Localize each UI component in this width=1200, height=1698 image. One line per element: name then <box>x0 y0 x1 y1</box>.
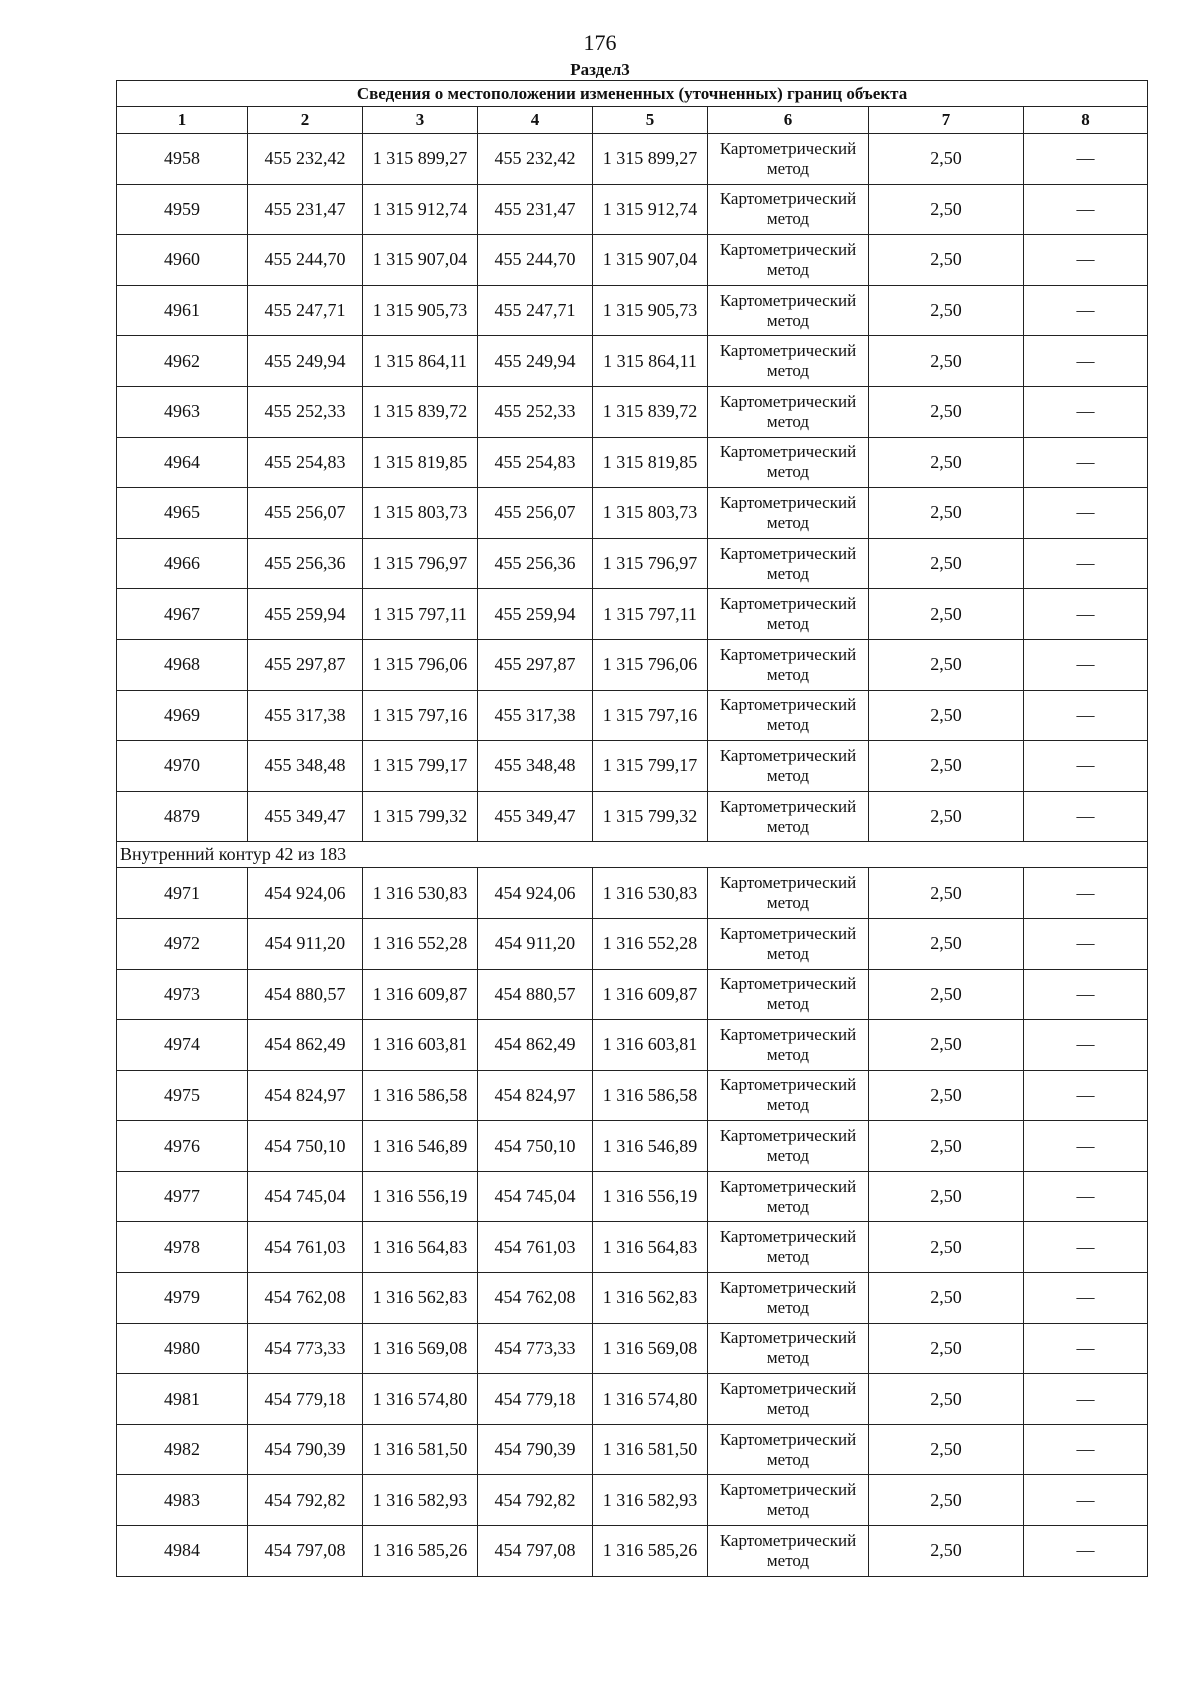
table-cell-col3: 1 316 603,81 <box>363 1020 478 1071</box>
table-cell-col5: 1 316 564,83 <box>593 1222 708 1273</box>
table-cell-col7: 2,50 <box>869 741 1024 792</box>
table-cell-col7: 2,50 <box>869 589 1024 640</box>
table-cell-col2: 454 745,04 <box>248 1171 363 1222</box>
table-cell-col7: 2,50 <box>869 1171 1024 1222</box>
column-number-6: 6 <box>708 107 869 134</box>
table-cell-col4: 455 252,33 <box>478 386 593 437</box>
table-cell-col8: — <box>1024 1273 1148 1324</box>
table-cell-col3: 1 316 586,58 <box>363 1070 478 1121</box>
table-cell-col7: 2,50 <box>869 538 1024 589</box>
table-cell-col7: 2,50 <box>869 1070 1024 1121</box>
table-row <box>117 791 1148 842</box>
table-cell-col3: 1 315 905,73 <box>363 285 478 336</box>
table-cell-col8: — <box>1024 589 1148 640</box>
table-cell-col5: 1 316 574,80 <box>593 1374 708 1425</box>
table-cell-col6: Картометрический метод <box>708 1526 869 1577</box>
table-row <box>117 1475 1148 1526</box>
table-cell-col8: — <box>1024 437 1148 488</box>
table-cell-col2: 454 773,33 <box>248 1323 363 1374</box>
table-row <box>117 868 1148 919</box>
table-cell-col5: 1 315 907,04 <box>593 235 708 286</box>
table-cell-col6: Картометрический метод <box>708 184 869 235</box>
table-cell-col6: Картометрический метод <box>708 1070 869 1121</box>
table-cell-col7: 2,50 <box>869 1424 1024 1475</box>
table-cell-col5: 1 315 899,27 <box>593 134 708 185</box>
table-row <box>117 639 1148 690</box>
table-cell-col7: 2,50 <box>869 386 1024 437</box>
table-cell-col3: 1 315 907,04 <box>363 235 478 286</box>
table-cell-col4: 455 256,07 <box>478 488 593 539</box>
table-cell-col5: 1 315 864,11 <box>593 336 708 387</box>
table-cell-col5: 1 316 609,87 <box>593 969 708 1020</box>
table-cell-col6: Картометрический метод <box>708 1222 869 1273</box>
table-cell-col6: Картометрический метод <box>708 134 869 185</box>
table-cell-col8: — <box>1024 285 1148 336</box>
table-cell-col2: 454 779,18 <box>248 1374 363 1425</box>
column-number-row <box>117 107 1148 134</box>
table-cell-col2: 454 797,08 <box>248 1526 363 1577</box>
table-cell-col2: 455 317,38 <box>248 690 363 741</box>
table-row <box>117 1171 1148 1222</box>
table-cell-col3: 1 316 564,83 <box>363 1222 478 1273</box>
table-cell-col4: 454 773,33 <box>478 1323 593 1374</box>
table-cell-col2: 454 824,97 <box>248 1070 363 1121</box>
column-number-1: 1 <box>117 107 248 134</box>
table-cell-col6: Картометрический метод <box>708 336 869 387</box>
table-cell-col4: 454 924,06 <box>478 868 593 919</box>
table-row <box>117 538 1148 589</box>
table-cell-col2: 454 862,49 <box>248 1020 363 1071</box>
table-row <box>117 134 1148 185</box>
contour-heading-row <box>117 842 1148 868</box>
table-row <box>117 690 1148 741</box>
table-row <box>117 589 1148 640</box>
table-cell-col5: 1 316 603,81 <box>593 1020 708 1071</box>
table-cell-col1: 4964 <box>117 437 248 488</box>
table-cell-col3: 1 316 585,26 <box>363 1526 478 1577</box>
table-cell-col8: — <box>1024 1171 1148 1222</box>
table-cell-col5: 1 316 582,93 <box>593 1475 708 1526</box>
table-cell-col7: 2,50 <box>869 1020 1024 1071</box>
table-cell-col4: 454 762,08 <box>478 1273 593 1324</box>
table-cell-col6: Картометрический метод <box>708 488 869 539</box>
table-cell-col8: — <box>1024 1374 1148 1425</box>
table-cell-col3: 1 315 803,73 <box>363 488 478 539</box>
table-cell-col4: 455 256,36 <box>478 538 593 589</box>
table-cell-col7: 2,50 <box>869 791 1024 842</box>
table-cell-col8: — <box>1024 918 1148 969</box>
table-cell-col4: 454 750,10 <box>478 1121 593 1172</box>
table-row <box>117 488 1148 539</box>
table-cell-col3: 1 315 839,72 <box>363 386 478 437</box>
column-number-2: 2 <box>248 107 363 134</box>
table-cell-col4: 454 792,82 <box>478 1475 593 1526</box>
table-cell-col5: 1 315 799,32 <box>593 791 708 842</box>
table-row <box>117 1526 1148 1577</box>
table-cell-col4: 454 880,57 <box>478 969 593 1020</box>
table-cell-col6: Картометрический метод <box>708 969 869 1020</box>
table-cell-col5: 1 315 796,97 <box>593 538 708 589</box>
table-cell-col4: 455 317,38 <box>478 690 593 741</box>
table-cell-col3: 1 315 797,16 <box>363 690 478 741</box>
table-cell-col4: 454 790,39 <box>478 1424 593 1475</box>
table-cell-col1: 4968 <box>117 639 248 690</box>
table-cell-col3: 1 315 797,11 <box>363 589 478 640</box>
table-cell-col2: 455 254,83 <box>248 437 363 488</box>
table-row <box>117 1273 1148 1324</box>
table-cell-col5: 1 316 562,83 <box>593 1273 708 1324</box>
table-cell-col6: Картометрический метод <box>708 918 869 969</box>
table-row <box>117 1121 1148 1172</box>
table-cell-col4: 454 761,03 <box>478 1222 593 1273</box>
table-row <box>117 184 1148 235</box>
table-cell-col8: — <box>1024 1070 1148 1121</box>
table-cell-col6: Картометрический метод <box>708 1323 869 1374</box>
table-cell-col3: 1 315 864,11 <box>363 336 478 387</box>
table-cell-col8: — <box>1024 1526 1148 1577</box>
table-cell-col7: 2,50 <box>869 1273 1024 1324</box>
table-cell-col7: 2,50 <box>869 1475 1024 1526</box>
column-number-3: 3 <box>363 107 478 134</box>
table-row <box>117 386 1148 437</box>
table-cell-col1: 4959 <box>117 184 248 235</box>
table-cell-col7: 2,50 <box>869 235 1024 286</box>
table-cell-col5: 1 316 585,26 <box>593 1526 708 1577</box>
table-cell-col3: 1 316 552,28 <box>363 918 478 969</box>
table-cell-col8: — <box>1024 134 1148 185</box>
table-cell-col4: 454 779,18 <box>478 1374 593 1425</box>
table-cell-col5: 1 315 819,85 <box>593 437 708 488</box>
table-cell-col6: Картометрический метод <box>708 538 869 589</box>
table-cell-col8: — <box>1024 1222 1148 1273</box>
table-cell-col8: — <box>1024 538 1148 589</box>
table-cell-col7: 2,50 <box>869 868 1024 919</box>
contour-heading: Внутренний контур 42 из 183 <box>117 842 1148 868</box>
table-cell-col8: — <box>1024 791 1148 842</box>
table-cell-col7: 2,50 <box>869 969 1024 1020</box>
table-cell-col6: Картометрический метод <box>708 1171 869 1222</box>
table-cell-col7: 2,50 <box>869 285 1024 336</box>
table-cell-col2: 455 348,48 <box>248 741 363 792</box>
table-cell-col2: 455 247,71 <box>248 285 363 336</box>
table-row <box>117 437 1148 488</box>
table-cell-col5: 1 315 912,74 <box>593 184 708 235</box>
table-cell-col8: — <box>1024 336 1148 387</box>
table-cell-col2: 454 792,82 <box>248 1475 363 1526</box>
table-cell-col3: 1 316 556,19 <box>363 1171 478 1222</box>
table-cell-col3: 1 315 796,06 <box>363 639 478 690</box>
table-cell-col6: Картометрический метод <box>708 1374 869 1425</box>
table-cell-col3: 1 315 899,27 <box>363 134 478 185</box>
table-cell-col4: 455 259,94 <box>478 589 593 640</box>
table-cell-col1: 4973 <box>117 969 248 1020</box>
table-cell-col6: Картометрический метод <box>708 791 869 842</box>
table-cell-col7: 2,50 <box>869 184 1024 235</box>
table-cell-col1: 4960 <box>117 235 248 286</box>
table-cell-col2: 454 761,03 <box>248 1222 363 1273</box>
table-cell-col2: 454 880,57 <box>248 969 363 1020</box>
table-row <box>117 741 1148 792</box>
table-cell-col2: 455 232,42 <box>248 134 363 185</box>
table-cell-col6: Картометрический метод <box>708 1020 869 1071</box>
column-number-7: 7 <box>869 107 1024 134</box>
table-cell-col5: 1 315 799,17 <box>593 741 708 792</box>
table-cell-col8: — <box>1024 1323 1148 1374</box>
table-cell-col2: 455 349,47 <box>248 791 363 842</box>
table-cell-col7: 2,50 <box>869 336 1024 387</box>
table-cell-col6: Картометрический метод <box>708 386 869 437</box>
table-cell-col5: 1 315 797,11 <box>593 589 708 640</box>
table-cell-col4: 455 244,70 <box>478 235 593 286</box>
table-cell-col8: — <box>1024 639 1148 690</box>
table-cell-col7: 2,50 <box>869 1374 1024 1425</box>
table-cell-col5: 1 316 530,83 <box>593 868 708 919</box>
table-cell-col5: 1 315 803,73 <box>593 488 708 539</box>
table-cell-col1: 4978 <box>117 1222 248 1273</box>
table-cell-col8: — <box>1024 1020 1148 1071</box>
table-body <box>117 134 1148 1577</box>
table-cell-col6: Картометрический метод <box>708 589 869 640</box>
table-cell-col2: 455 297,87 <box>248 639 363 690</box>
table-cell-col1: 4982 <box>117 1424 248 1475</box>
table-cell-col5: 1 316 552,28 <box>593 918 708 969</box>
table-cell-col2: 454 762,08 <box>248 1273 363 1324</box>
table-cell-col1: 4958 <box>117 134 248 185</box>
table-cell-col6: Картометрический метод <box>708 690 869 741</box>
table-cell-col4: 454 862,49 <box>478 1020 593 1071</box>
table-cell-col8: — <box>1024 1424 1148 1475</box>
table-cell-col8: — <box>1024 184 1148 235</box>
table-cell-col5: 1 315 839,72 <box>593 386 708 437</box>
table-cell-col1: 4971 <box>117 868 248 919</box>
table-cell-col1: 4979 <box>117 1273 248 1324</box>
table-row <box>117 336 1148 387</box>
table-cell-col3: 1 315 796,97 <box>363 538 478 589</box>
table-cell-col7: 2,50 <box>869 918 1024 969</box>
table-cell-col8: — <box>1024 386 1148 437</box>
table-cell-col7: 2,50 <box>869 1121 1024 1172</box>
table-cell-col4: 454 797,08 <box>478 1526 593 1577</box>
table-caption: Сведения о местоположении измененных (уточненных) границ объекта <box>117 81 1148 107</box>
table-cell-col6: Картометрический метод <box>708 1273 869 1324</box>
table-cell-col5: 1 316 556,19 <box>593 1171 708 1222</box>
table-cell-col5: 1 316 546,89 <box>593 1121 708 1172</box>
table-cell-col1: 4972 <box>117 918 248 969</box>
table-cell-col2: 454 911,20 <box>248 918 363 969</box>
table-cell-col7: 2,50 <box>869 1526 1024 1577</box>
coordinates-table <box>116 80 1148 1577</box>
table-cell-col6: Картометрический метод <box>708 741 869 792</box>
table-cell-col4: 455 247,71 <box>478 285 593 336</box>
table-cell-col4: 455 349,47 <box>478 791 593 842</box>
table-cell-col1: 4980 <box>117 1323 248 1374</box>
table-cell-col5: 1 315 905,73 <box>593 285 708 336</box>
table-cell-col7: 2,50 <box>869 488 1024 539</box>
table-cell-col1: 4983 <box>117 1475 248 1526</box>
table-cell-col8: — <box>1024 235 1148 286</box>
table-cell-col6: Картометрический метод <box>708 1475 869 1526</box>
table-cell-col6: Картометрический метод <box>708 437 869 488</box>
table-row <box>117 1020 1148 1071</box>
table-cell-col1: 4965 <box>117 488 248 539</box>
table-cell-col5: 1 315 796,06 <box>593 639 708 690</box>
table-cell-col4: 454 745,04 <box>478 1171 593 1222</box>
table-cell-col2: 455 231,47 <box>248 184 363 235</box>
table-cell-col1: 4879 <box>117 791 248 842</box>
page-number: 176 <box>583 30 617 55</box>
table-cell-col8: — <box>1024 690 1148 741</box>
table-cell-col8: — <box>1024 488 1148 539</box>
table-cell-col8: — <box>1024 1121 1148 1172</box>
table-cell-col1: 4963 <box>117 386 248 437</box>
table-cell-col1: 4976 <box>117 1121 248 1172</box>
table-cell-col5: 1 316 586,58 <box>593 1070 708 1121</box>
table-cell-col3: 1 316 569,08 <box>363 1323 478 1374</box>
table-cell-col4: 455 232,42 <box>478 134 593 185</box>
table-cell-col2: 454 750,10 <box>248 1121 363 1172</box>
table-cell-col2: 454 924,06 <box>248 868 363 919</box>
table-row <box>117 1323 1148 1374</box>
table-cell-col3: 1 316 546,89 <box>363 1121 478 1172</box>
table-cell-col4: 455 348,48 <box>478 741 593 792</box>
table-cell-col1: 4975 <box>117 1070 248 1121</box>
table-cell-col2: 455 249,94 <box>248 336 363 387</box>
table-cell-col3: 1 316 582,93 <box>363 1475 478 1526</box>
table-cell-col8: — <box>1024 969 1148 1020</box>
section-title: Раздел3 <box>570 60 630 79</box>
table-row <box>117 235 1148 286</box>
table-cell-col8: — <box>1024 868 1148 919</box>
table-cell-col3: 1 315 799,32 <box>363 791 478 842</box>
table-row <box>117 918 1148 969</box>
table-cell-col6: Картометрический метод <box>708 1424 869 1475</box>
table-cell-col4: 454 911,20 <box>478 918 593 969</box>
column-number-4: 4 <box>478 107 593 134</box>
table-cell-col2: 454 790,39 <box>248 1424 363 1475</box>
table-cell-col7: 2,50 <box>869 1222 1024 1273</box>
table-cell-col6: Картометрический метод <box>708 639 869 690</box>
table-cell-col2: 455 244,70 <box>248 235 363 286</box>
table-cell-col1: 4970 <box>117 741 248 792</box>
table-cell-col1: 4984 <box>117 1526 248 1577</box>
table-cell-col6: Картометрический метод <box>708 235 869 286</box>
table-cell-col1: 4961 <box>117 285 248 336</box>
table-row <box>117 969 1148 1020</box>
table-cell-col1: 4974 <box>117 1020 248 1071</box>
table-cell-col7: 2,50 <box>869 1323 1024 1374</box>
table-row <box>117 1222 1148 1273</box>
table-cell-col6: Картометрический метод <box>708 285 869 336</box>
table-cell-col5: 1 316 581,50 <box>593 1424 708 1475</box>
table-cell-col4: 455 297,87 <box>478 639 593 690</box>
table-cell-col7: 2,50 <box>869 639 1024 690</box>
table-cell-col5: 1 316 569,08 <box>593 1323 708 1374</box>
table-cell-col4: 455 254,83 <box>478 437 593 488</box>
table-cell-col6: Картометрический метод <box>708 1121 869 1172</box>
table-cell-col8: — <box>1024 741 1148 792</box>
table-cell-col3: 1 316 609,87 <box>363 969 478 1020</box>
table-cell-col2: 455 252,33 <box>248 386 363 437</box>
table-cell-col3: 1 316 574,80 <box>363 1374 478 1425</box>
table-cell-col3: 1 316 562,83 <box>363 1273 478 1324</box>
table-cell-col1: 4981 <box>117 1374 248 1425</box>
table-cell-col1: 4977 <box>117 1171 248 1222</box>
table-cell-col2: 455 256,36 <box>248 538 363 589</box>
table-cell-col4: 455 231,47 <box>478 184 593 235</box>
column-number-5: 5 <box>593 107 708 134</box>
column-number-8: 8 <box>1024 107 1148 134</box>
table-cell-col8: — <box>1024 1475 1148 1526</box>
table-row <box>117 1424 1148 1475</box>
table-row <box>117 1374 1148 1425</box>
table-cell-col5: 1 315 797,16 <box>593 690 708 741</box>
table-cell-col3: 1 316 581,50 <box>363 1424 478 1475</box>
table-cell-col6: Картометрический метод <box>708 868 869 919</box>
table-cell-col4: 454 824,97 <box>478 1070 593 1121</box>
table-cell-col3: 1 316 530,83 <box>363 868 478 919</box>
table-cell-col3: 1 315 819,85 <box>363 437 478 488</box>
table-row <box>117 1070 1148 1121</box>
table-cell-col3: 1 315 799,17 <box>363 741 478 792</box>
table-cell-col7: 2,50 <box>869 134 1024 185</box>
table-cell-col3: 1 315 912,74 <box>363 184 478 235</box>
table-row <box>117 285 1148 336</box>
table-cell-col7: 2,50 <box>869 690 1024 741</box>
table-cell-col2: 455 259,94 <box>248 589 363 640</box>
table-cell-col4: 455 249,94 <box>478 336 593 387</box>
table-cell-col2: 455 256,07 <box>248 488 363 539</box>
table-cell-col1: 4966 <box>117 538 248 589</box>
table-cell-col7: 2,50 <box>869 437 1024 488</box>
table-cell-col1: 4967 <box>117 589 248 640</box>
table-cell-col1: 4962 <box>117 336 248 387</box>
table-cell-col1: 4969 <box>117 690 248 741</box>
